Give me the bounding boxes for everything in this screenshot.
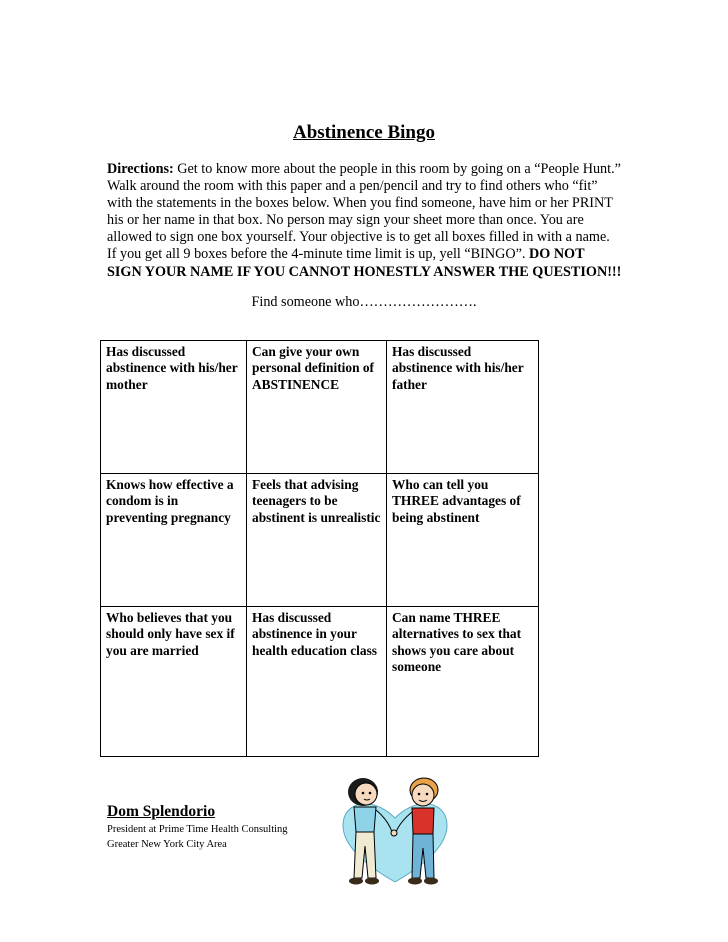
bingo-cell[interactable]: Knows how effective a condom is in preventing pregnancy xyxy=(101,474,247,607)
bingo-row xyxy=(101,474,539,607)
bingo-cell[interactable]: Has discussed abstinence with his/her mother xyxy=(101,341,247,474)
bingo-cell[interactable]: Who can tell you THREE advantages of being abstinent xyxy=(387,474,539,607)
bingo-cell[interactable]: Has discussed abstinence in your health education class xyxy=(247,607,387,757)
bingo-cell[interactable]: Can name THREE alternatives to sex that shows you care about someone xyxy=(387,607,539,757)
directions-warning: DO NOT SIGN YOUR NAME IF YOU CANNOT HONESTLY ANSWER THE QUESTION!!! xyxy=(107,246,622,280)
directions-text: Get to know more about the people in this room by going on a “People Hunt.” Walk around the room with this paper and a pen/pencil and try to find others who “fit” with the statements in the boxes below. When you find someone, have him or her PRINT his or her name in that box. No person may sign your sheet more than once. You are allowed to sign one box yourself. Your objective is to get all boxes filled in with a name. If you get all 9 boxes before the 4-minute time limit is up, yell “BINGO”. xyxy=(107,161,621,263)
author-location: Greater New York City Area xyxy=(107,839,227,850)
bingo-cell[interactable]: Feels that advising teenagers to be abstinent is unrealistic xyxy=(247,474,387,607)
kids-holding-hands-illustration xyxy=(330,770,460,895)
bingo-grid xyxy=(100,340,539,757)
bingo-row xyxy=(101,341,539,474)
held-hands xyxy=(391,830,397,836)
author-title: President at Prime Time Health Consulting xyxy=(107,824,288,835)
find-someone-text: Find someone who……………………. xyxy=(251,294,477,310)
directions-paragraph xyxy=(107,161,622,281)
bingo-cell[interactable]: Can give your own personal definition of ABSTINENCE xyxy=(247,341,387,474)
page-title: Abstinence Bingo xyxy=(293,122,435,143)
bingo-cell[interactable]: Who believes that you should only have sex if you are married xyxy=(101,607,247,757)
author-name: Dom Splendorio xyxy=(107,803,216,820)
directions-label: Directions: xyxy=(107,161,174,177)
bingo-row xyxy=(101,607,539,757)
find-someone-line xyxy=(0,294,728,311)
bingo-cell[interactable]: Has discussed abstinence with his/her father xyxy=(387,341,539,474)
